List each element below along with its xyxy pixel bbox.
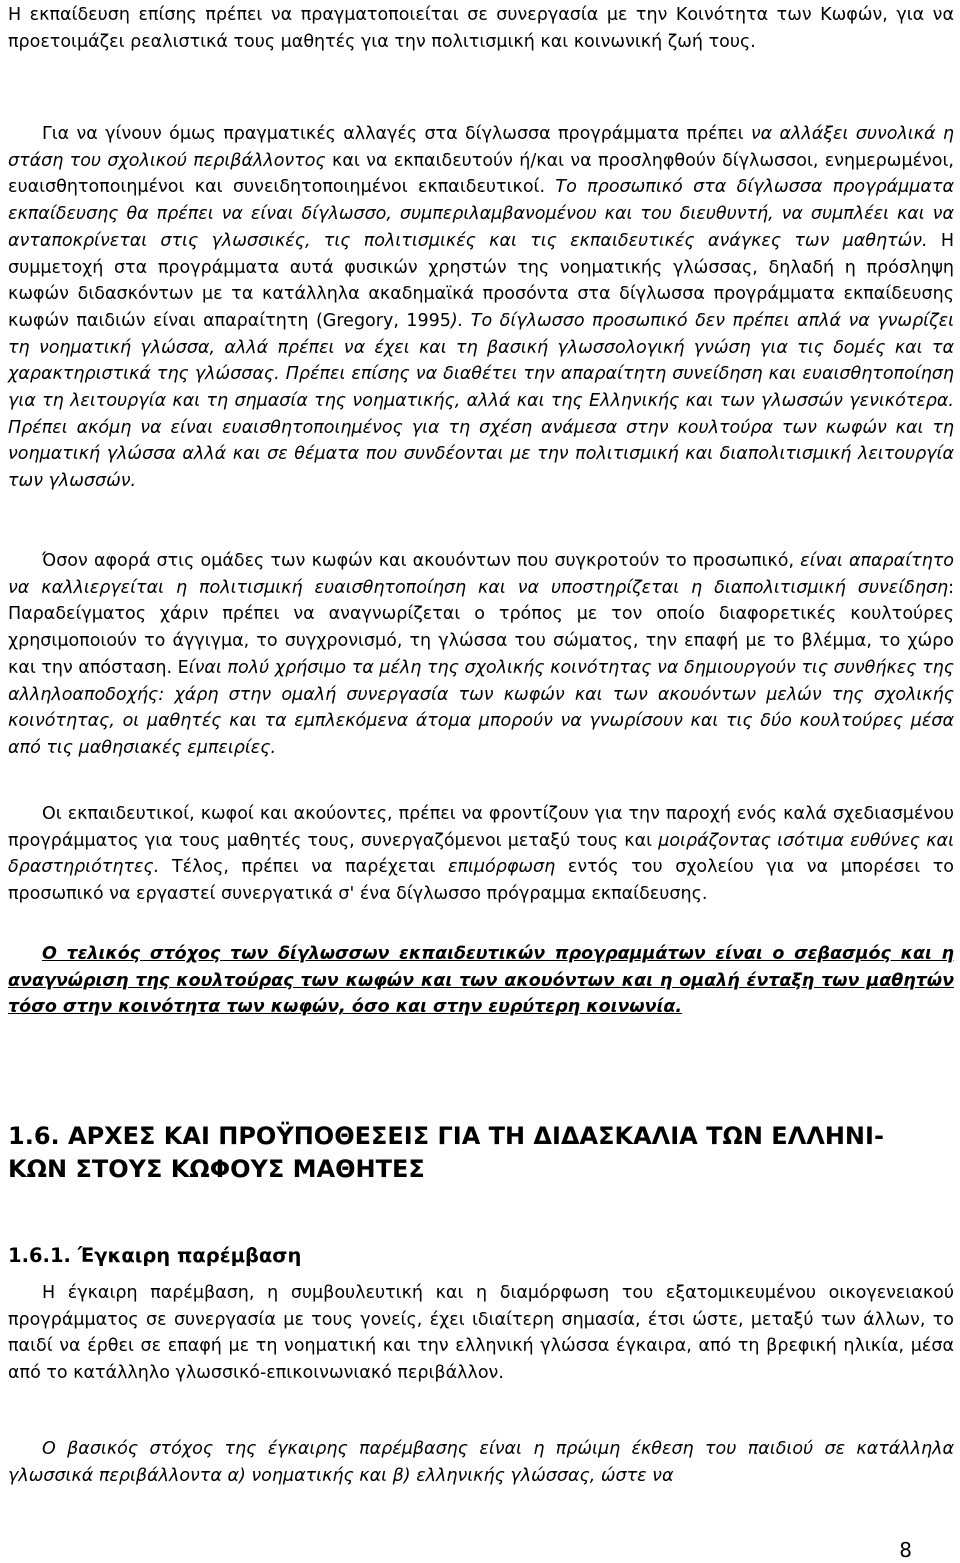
paragraph-final-goal: Ο τελικός στόχος των δίγλωσσων εκπαιδευτικών προγραμμάτων είναι ο σεβασμός και η αναγνώριση της κουλτούρας των κωφών και των ακουόντων και η ομαλή ένταξη των μαθητών τόσο στην κοινότητα των κωφών, όσο και στην ευρύτερη κοινωνία. — [8, 944, 954, 1018]
body-text: : Παραδείγματος χάριν πρέπει να αναγνωρίζεται ο τρόπος με τον οποίο διαφορετικές κουλτούρες χρησιμοποιούν το άγγιγμα, το συγχρονισμό, τη γλώσσα του σώματος, την επαφή με το βλέμμα, το χώρο και την απόσταση. Ε — [8, 577, 954, 678]
paragraph-bilingual-staff — [8, 121, 954, 495]
paragraph-community-cooperation: Η εκπαίδευση επίσης πρέπει να πραγματοποιείται σε συνεργασία με την Κοινότητα των Κωφών, για να προετοιμάζει ρεαλιστικά τους μαθητές για την πολιτισμική και κοινωνική ζωή τους. — [8, 5, 954, 52]
emphasis-text: ). Το δίγλωσσο προσωπικό δεν πρέπει απλά να γνωρίζει τη νοηματική γλώσσα, αλλά πρέπει να έχει και τη βασική γλωσσολογική γνώση για τις δομές και τα χαρακτηριστικά της γλώσσας. Πρέπει επίσης να διαθέτει την απαραίτητη συνείδηση και ευαισθητοποίηση για τη λειτουργία και τη σημασία της νοηματικής, αλλά και της Ελληνικής και των γλωσσών γενικότερα. Πρέπει ακόμη να είναι ευαισθητοποιημένος για τη σχέση ανάμεσα στην κουλτούρα των κωφών και τη νοηματική γλώσσα αλλά και σε θέματα που συνδέονται με την πολιτισμική και διαπολιτισμική λειτουργία των γλωσσών. — [8, 310, 955, 492]
subsection-heading: 1.6.1. Έγκαιρη παρέμβαση — [8, 1244, 302, 1267]
paragraph-early-intervention: Η έγκαιρη παρέμβαση, η συμβουλευτική και η διαμόρφωση του εξατομικευμένου οικογενειακού προγράμματος σε συνεργασία με τους γονείς, έχει ιδιαίτερη σημασία, έτσι ώστε, μεταξύ των άλλων, το παιδί να έρθει σε επαφή με τη νοηματική και την ελληνική γλώσσα έγκαιρα, από τη βρεφική ηλικία, μέσα από το κατάλληλο γλωσσικό-επικοινωνιακό περιβάλλον. — [8, 1283, 954, 1384]
paragraph-teacher-collaboration — [8, 801, 954, 908]
body-text: και να εκπαιδευτούν ή/και να προσληφθούν δίγλωσσοι, ενημερωμένοι, ευαισθητοποιημένοι και συνειδητοποιημένοι εκπαιδευτικοί. — [8, 150, 954, 198]
emphasis-text: επιμόρφωση — [447, 857, 556, 878]
paragraph-cultural-awareness — [8, 548, 954, 762]
emphasis-text: μοιράζοντας ισότιμα ευθύνες και δραστηριότητες. — [8, 830, 954, 878]
page-number: 8 — [899, 1538, 912, 1562]
body-text: Η συμμετοχή στα προγράμματα αυτά φυσικών χρηστών της νοηματικής γλώσσας, δηλαδή η πρόσληψη κωφών διδασκόντων με τα κατάλληλα ακαδημαϊκά προσόντα στα δίγλωσσα προγράμματα εκπαίδευσης κωφών παιδιών είναι απαραίτητη (Gregory, 1995 — [8, 230, 954, 331]
body-text: Για να γίνουν όμως πραγματικές αλλαγές στα δίγλωσσα προγράμματα πρέπει — [42, 124, 751, 144]
emphasis-text: να αλλάξει συνολικά η στάση του σχολικού περιβάλλοντος — [8, 124, 954, 171]
body-text: Τέλος, πρέπει να παρέχεται — [159, 857, 448, 878]
emphasis-text: είναι απαραίτητο να καλλιεργείται η πολιτισμική ευαισθητοποίηση και να υποστηρίζεται η διαπολιτισμική συνείδηση — [8, 551, 954, 598]
body-text: Όσον αφορά στις ομάδες των κωφών και ακουόντων που συγκροτούν το προσωπικό, — [42, 551, 801, 571]
body-text: Οι εκπαιδευτικοί, κωφοί και ακούοντες, πρέπει να φροντίζουν για την παροχή ενός καλά σχεδιασμένου προγράμματος για τους μαθητές τους, συνεργαζόμενοι μεταξύ τους και — [8, 804, 954, 851]
section-heading: 1.6. ΑΡΧΕΣ ΚΑΙ ΠΡΟΫΠΟΘΕΣΕΙΣ ΓΙΑ ΤΗ ΔΙΔΑΣΚΑΛΙΑ ΤΩΝ ΕΛΛΗΝΙ- ΚΩΝ ΣΤΟΥΣ ΚΩΦΟΥΣ ΜΑΘΗΤΕΣ — [8, 1122, 884, 1183]
emphasis-text: ίναι πολύ χρήσιμο τα μέλη της σχολικής κοινότητας να δημιουργούν τις συνθήκες της αλληλοαποδοχής: χάρη στην ομαλή συνεργασία των κωφών και των ακουόντων μελών της σχολικής κοινότητας, οι μαθητές και τα εμπλεκόμενα άτομα μπορούν να γνωρίσουν και τις δύο κουλτούρες μέσα από τις μαθησιακές εμπειρίες. — [8, 657, 954, 758]
emphasis-text: Το προσωπικό στα δίγλωσσα προγράμματα εκπαίδευσης θα πρέπει να είναι δίγλωσσο, συμπεριλαμβανομένου και του διευθυντή, να συμπλέει και να ανταποκρίνεται στις γλωσσικές, τις πολιτισμικές και τις εκπαιδευτικές ανάγκες των μαθητών. — [8, 177, 954, 251]
body-text: εντός του σχολείου για να μπορέσει το προσωπικό να εργαστεί συνεργατικά σ' ένα δίγλωσσο πρόγραμμα εκπαίδευσης. — [8, 857, 954, 905]
paragraph-early-intervention-goal: Ο βασικός στόχος της έγκαιρης παρέμβασης είναι η πρώιμη έκθεση του παιδιού σε κατάλληλα γλωσσικά περιβάλλοντα α) νοηματικής και β) ελληνικής γλώσσας, ώστε να — [8, 1439, 954, 1486]
